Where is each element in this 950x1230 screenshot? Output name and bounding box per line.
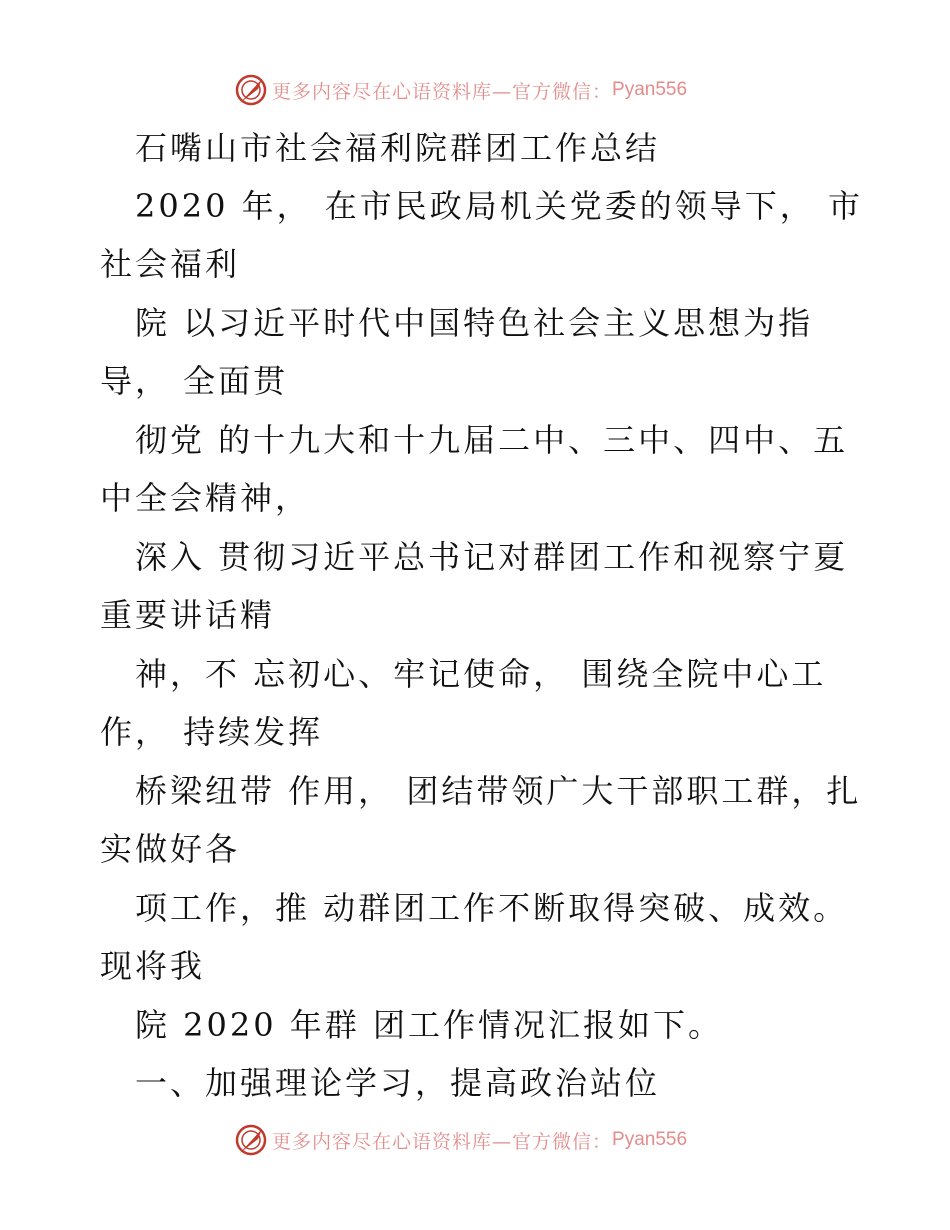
paragraph-line: 中全会精神， <box>100 479 311 517</box>
document-title: 石嘴山市社会福利院群团工作总结 <box>135 129 661 167</box>
watermark-text: 更多内容尽在心语资料库—官方微信： <box>272 1130 613 1153</box>
quill-logo-icon <box>234 73 268 107</box>
paragraph-line: 2020 年， 在市民政局机关党委的领导下， 市 <box>135 187 863 225</box>
header-watermark <box>234 70 687 110</box>
watermark-handle: Pyan556 <box>612 79 688 100</box>
paragraph-line: 神，不 忘初心、牢记使命， 围绕全院中心工 <box>135 655 827 693</box>
paragraph-line: 院 以习近平时代中国特色社会主义思想为指 <box>135 304 814 342</box>
watermark-handle: Pyan556 <box>612 1129 688 1150</box>
quill-logo-icon <box>234 1123 268 1157</box>
paragraph-line: 实做好各 <box>100 830 241 868</box>
paragraph-line: 导， 全面贯 <box>100 362 289 400</box>
paragraph-line: 彻党 的十九大和十九届二中、三中、四中、五 <box>135 421 849 459</box>
paragraph-line: 院 2020 年群 团工作情况汇报如下。 <box>135 1006 723 1044</box>
paragraph-line: 桥梁纽带 作用， 团结带领广大干部职工群，扎 <box>135 772 862 810</box>
paragraph-line: 现将我 <box>100 947 206 985</box>
paragraph-line: 社会福利 <box>100 245 241 283</box>
paragraph-line: 深入 贯彻习近平总书记对群团工作和视察宁夏 <box>135 538 849 576</box>
watermark-text: 更多内容尽在心语资料库—官方微信： <box>272 80 613 103</box>
section-heading: 一、加强理论学习，提高政治站位 <box>135 1064 661 1102</box>
paragraph-line: 作， 持续发挥 <box>100 713 324 751</box>
paragraph-line: 重要讲话精 <box>100 596 276 634</box>
paragraph-line: 项工作，推 动群团工作不断取得突破、成效。 <box>135 889 849 927</box>
footer-watermark <box>234 1120 687 1160</box>
